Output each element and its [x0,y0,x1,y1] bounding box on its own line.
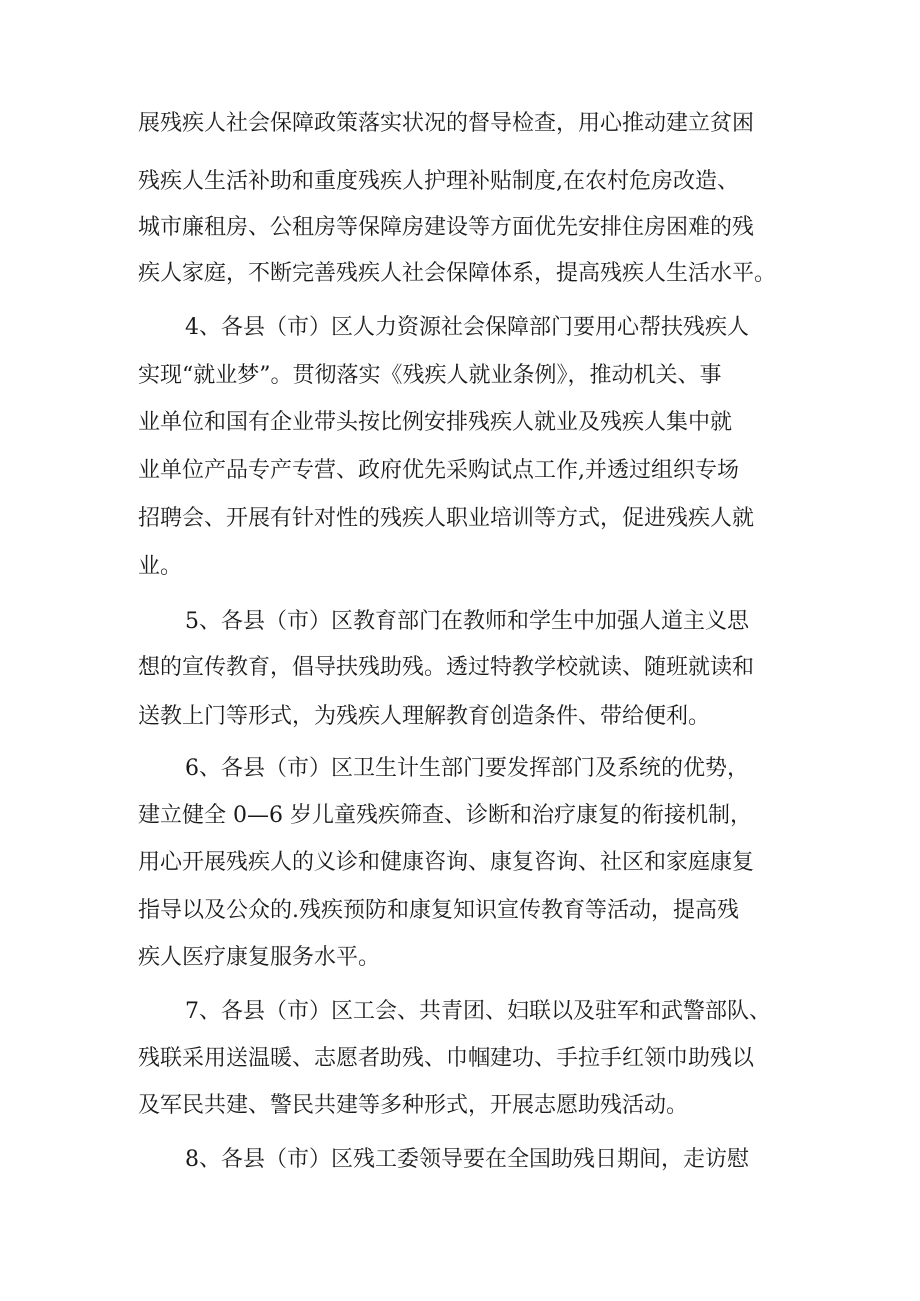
paragraph-7-first-line: 7、各县（市）区工会、共青团、妇联以及驻军和武警部队、 [185,999,771,1024]
paragraph-4-first-line: 4、各县（市）区人力资源社会保障部门要用心帮扶残疾人 [185,315,749,340]
text-line: 残疾人生活补助和重度残疾人护理补贴制度,在农村危房改造、 [138,169,739,194]
paragraph-8-first-line: 8、各县（市）区残工委领导要在全国助残日期间，走访慰 [185,1147,749,1172]
text-line: 展残疾人社会保障政策落实状况的督导检查，用心推动建立贫困 [138,111,755,136]
text-line: 送教上门等形式，为残疾人理解教育创造条件、带给便利。 [138,704,711,729]
text-line: 及军民共建、警民共建等多种形式，开展志愿助残活动。 [138,1093,689,1118]
text-line: 疾人家庭，不断完善残疾人社会保障体系，提高残疾人生活水平。 [138,261,777,286]
paragraph-5-first-line: 5、各县（市）区教育部门在教师和学生中加强人道主义思 [185,609,749,634]
text-line: 业单位产品专产专营、政府优先采购试点工作,并透过组织专场 [138,458,739,483]
text-line: 业单位和国有企业带头按比例安排残疾人就业及残疾人集中就 [138,410,733,435]
text-line: 用心开展残疾人的义诊和健康咨询、康复咨询、社区和家庭康复 [138,850,755,875]
text-line: 残联采用送温暖、志愿者助残、巾帼建功、手拉手红领巾助残以 [138,1046,755,1071]
text-line: 想的宣传教育，倡导扶残助残。透过特教学校就读、随班就读和 [138,655,755,680]
text-line: 业。 [138,554,183,579]
text-line: 疾人医疗康复服务水平。 [138,945,381,970]
text-line: 建立健全 0—6 岁儿童残疾筛查、诊断和治疗康复的衔接机制， [138,803,752,828]
text-line: 城市廉租房、公租房等保障房建设等方面优先安排住房困难的残 [138,215,755,240]
text-line: 指导以及公众的.残疾预防和康复知识宣传教育等活动，提高残 [138,898,739,923]
text-line: 实现“就业梦”。贯彻落实《残疾人就业条例》，推动机关、事 [138,363,722,388]
paragraph-6-first-line: 6、各县（市）区卫生计生部门要发挥部门及系统的优势， [185,756,749,781]
text-line: 招聘会、开展有针对性的残疾人职业培训等方式，促进残疾人就 [138,506,755,531]
